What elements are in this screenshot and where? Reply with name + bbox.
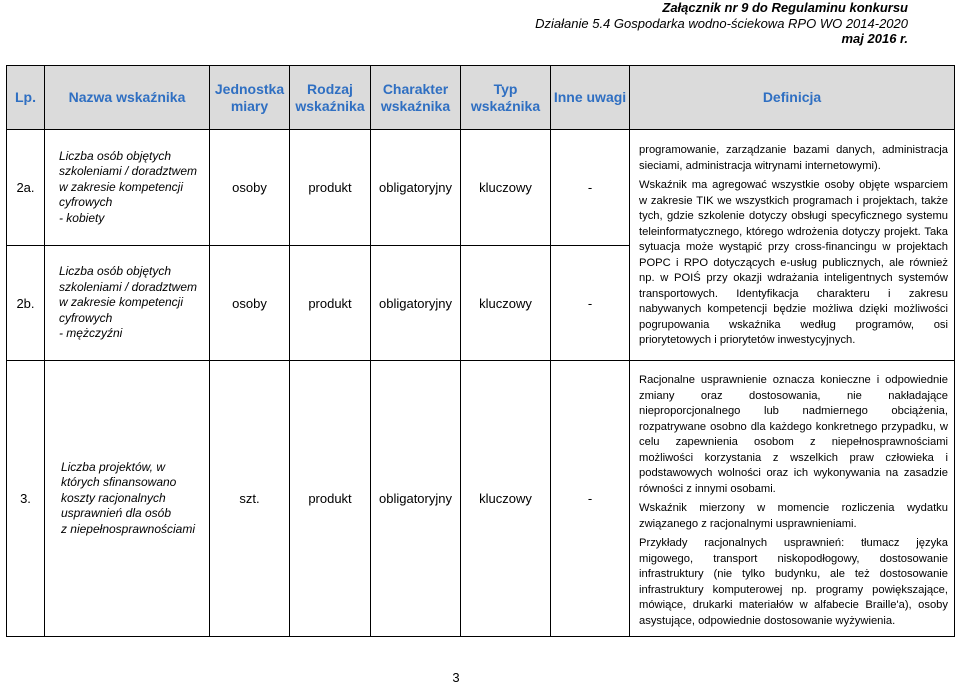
row-type: kluczowy <box>461 246 551 361</box>
col-header-unit: Jednostka miary <box>210 66 290 130</box>
name-line: Liczba osób objętych <box>58 148 172 163</box>
name-line: w zakresie kompetencji <box>58 295 184 310</box>
header-measure: Działanie 5.4 Gospodarka wodno-ściekowa RPO WO 2014-2020 <box>535 15 908 31</box>
table-row <box>7 130 955 246</box>
row-indicator-name <box>45 246 210 361</box>
row-unit: osoby <box>210 130 290 246</box>
row-character: obligatoryjny <box>371 130 461 246</box>
col-header-notes: Inne uwagi <box>551 66 630 130</box>
name-line: których sfinansowano <box>60 475 177 490</box>
header-annex: Załącznik nr 9 do Regulaminu konkursu <box>662 0 908 15</box>
row-definition <box>630 361 955 637</box>
name-line: z niepełnosprawnościami <box>60 521 196 536</box>
row-character: obligatoryjny <box>371 246 461 361</box>
row-kind: produkt <box>290 130 371 246</box>
definition-paragraph: Przykłady racjonalnych usprawnień: tłumacz języka migowego, transport niskopodłogowy, dostosowanie infrastruktury (nie tylko budynku, ale też dostosowanie infrastruktury komputerowej np. programy powiększające, mówiące, drukarki materiałów w alfabecie Braille'a), osoby asystujące, odpowiednie dostosowanie wyżywienia. <box>639 537 948 627</box>
col-header-lp: Lp. <box>7 66 45 130</box>
page-number: 3 <box>452 670 460 685</box>
name-line: cyfrowych <box>58 310 113 325</box>
definition-paragraph: Racjonalne usprawnienie oznacza konieczne i odpowiednie zmiany oraz dostosowania, nie nakładające nieproporcjonalnego lub nadmiernego obciążenia, rozpatrywane osobno dla każdego konkretnego przypadku, w celu zapewnienia osobom z niepełnosprawnościami możliwości korzystania z wszelkich praw człowieka i podstawowych wolności oraz ich wykonywania na zasadzie równości z innymi osobami. <box>639 374 948 495</box>
definition-paragraph: Wskaźnik mierzony w momencie rozliczenia wydatku związanego z racjonalnymi usprawnieniami. <box>639 502 948 530</box>
row-kind: produkt <box>290 246 371 361</box>
name-line: szkoleniami / doradztwem <box>58 164 198 179</box>
row-lp: 2b. <box>7 246 45 361</box>
row-definition <box>630 130 955 361</box>
row-type: kluczowy <box>461 130 551 246</box>
row-character: obligatoryjny <box>371 361 461 637</box>
col-header-definition: Definicja <box>630 66 955 130</box>
definition-paragraph: programowanie, zarządzanie bazami danych, administracja sieciami, administracja witrynami internetowymi). <box>639 144 948 172</box>
row-notes: - <box>551 246 630 361</box>
name-line: - kobiety <box>58 210 105 225</box>
row-unit: osoby <box>210 246 290 361</box>
row-unit: szt. <box>210 361 290 637</box>
name-line: w zakresie kompetencji <box>58 179 184 194</box>
name-line: szkoleniami / doradztwem <box>58 279 198 294</box>
row-indicator-name <box>45 130 210 246</box>
row-notes: - <box>551 361 630 637</box>
indicators-table <box>6 65 955 637</box>
row-indicator-name <box>45 361 210 637</box>
name-line: Liczba projektów, w <box>60 459 166 474</box>
col-header-type: Typ wskaźnika <box>461 66 551 130</box>
name-line: koszty racjonalnych <box>60 490 166 505</box>
row-notes: - <box>551 130 630 246</box>
table-row <box>7 361 955 637</box>
row-type: kluczowy <box>461 361 551 637</box>
table-header-row <box>7 66 955 130</box>
row-lp: 2a. <box>7 130 45 246</box>
col-header-kind: Rodzaj wskaźnika <box>290 66 371 130</box>
row-kind: produkt <box>290 361 371 637</box>
col-header-character: Charakter wskaźnika <box>371 66 461 130</box>
name-line: cyfrowych <box>58 195 113 210</box>
document-header <box>535 0 908 47</box>
header-date: maj 2016 r. <box>841 31 908 46</box>
row-lp: 3. <box>7 361 45 637</box>
name-line: Liczba osób objętych <box>58 264 172 279</box>
name-line: - mężczyźni <box>58 326 123 341</box>
col-header-name: Nazwa wskaźnika <box>45 66 210 130</box>
definition-paragraph: Wskaźnik ma agregować wszystkie osoby objęte wsparciem w zakresie TIK we wszystkich programach i projektach, także tych, gdzie szkolenie dotyczy obsługi specyficznego systemu teleinformatycznego, którego wdrożenia dotyczy projekt. Taka sytuacja może wystąpić przy cross-financingu w projektach POPC i RPO dotyczących e-usług publicznych, ale również np. w POIŚ przy okazji wdrażania inteligentnych systemów transportowych. Identyfikacja charakteru i zakresu nabywanych kompetencji będzie możliwa dzięki możliwości pogrupowania wskaźnika według programów, osi priorytetowych i priorytetów inwestycyjnych. <box>639 179 948 347</box>
name-line: usprawnień dla osób <box>60 506 172 521</box>
